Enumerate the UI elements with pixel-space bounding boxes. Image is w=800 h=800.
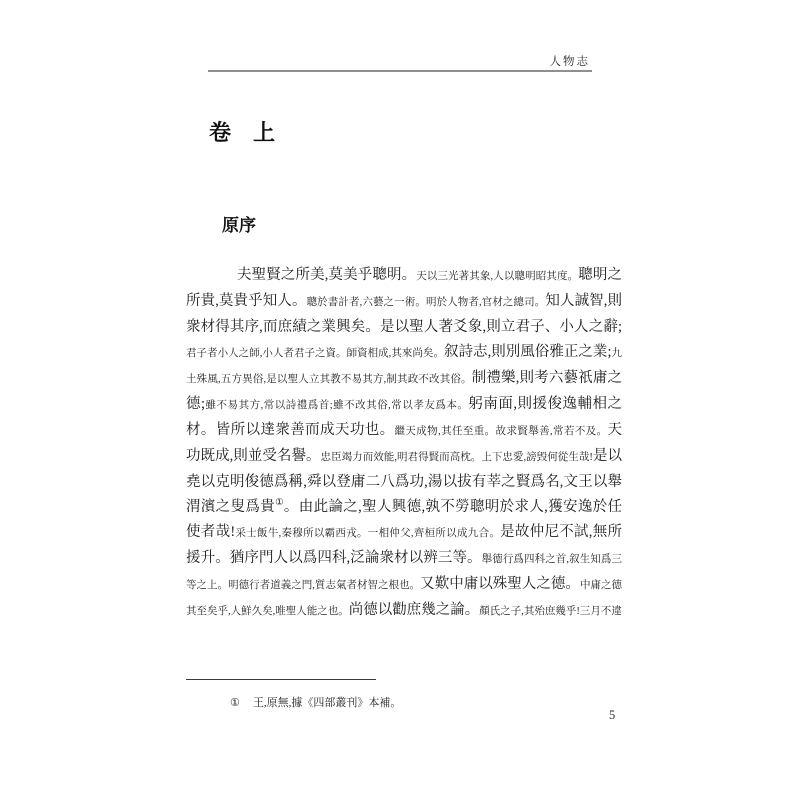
main-text-run: 尚德以勸庶幾之論。 (348, 602, 480, 618)
main-text-run: 夫聖賢之所美,莫美乎聰明。 (237, 267, 417, 283)
running-head-title: 人物志 (549, 56, 590, 68)
footnote-text: 王,原無,據《四部叢刊》本補。 (252, 697, 402, 709)
commentary-run: 中庸之德其至矣乎,人鮮久矣,唯聖人能之也。 (186, 580, 623, 617)
main-text-run: 叙詩志,則別風俗雅正之業; (443, 344, 612, 360)
footnote-ref: ① (275, 498, 284, 509)
commentary-run: 天以三光著其象,人以聰明昭其度。 (416, 271, 579, 282)
commentary-run: 忠臣竭力而效能,明君得賢而高枕。上下忠愛,謗毁何從生哉! (320, 452, 593, 463)
volume-title: 卷 上 (209, 120, 276, 145)
commentary-run: 舉德行爲四科之首,叙生知爲三等之上。明德行者道義之門,質志氣者材智之根也。 (186, 554, 623, 591)
main-text-run: 躬南面,則援俊逸輔相之材。皆所以達衆善而成天功也。 (186, 396, 623, 438)
footnote-marker: ① (230, 697, 240, 709)
commentary-run: 采士飯牛,秦穆所以霸西戎。一相仲父,齊桓所以成九合。 (235, 528, 501, 539)
body-paragraph (186, 263, 622, 624)
commentary-run: 君子者小人之師,小人者君子之資。師資相成,其來尚矣。 (186, 348, 444, 359)
commentary-run: 繼天成物,其任至重。故求賢舉善,常若不及。 (394, 426, 608, 437)
main-text-run: 是以堯以克明俊德爲稱,舜以登庸二八爲功,湯以拔有莘之賢爲名,文王以舉渭濱之叟爲貴 (186, 448, 623, 515)
section-title: 原序 (222, 216, 256, 235)
main-text-run: 天功既成,則並受名譽。 (186, 422, 622, 464)
header-rule (208, 70, 592, 72)
footnote-rule (186, 679, 376, 680)
commentary-run: 雖不易其方,常以詩禮爲首;雖不改其俗,常以孝友爲本。 (205, 400, 469, 411)
main-text-run: 。由此論之,聖人興德,孰不勞聰明於求人,獲安逸於任使者哉! (186, 499, 622, 540)
main-text-run: 聰明之所貴,莫貴乎知人。 (186, 267, 623, 309)
commentary-run: 九土殊風,五方異俗,是以聖人立其教不易其方,制其政不改其俗。 (186, 348, 623, 385)
main-text-run: 知人誠智,則衆材得其序,而庶績之業興矣。是以聖人著爻象,則立君子、小人之辭; (186, 293, 623, 335)
commentary-run: 聰於書計者,六藝之一術。明於人物者,官材之總司。 (306, 297, 546, 308)
main-text-run: 是故仲尼不試,無所援升。猶序門人以爲四科,泛論衆材以辨三等。 (186, 524, 623, 566)
main-text-run: 制禮樂,則考六藝祇庸之德; (186, 370, 623, 412)
footnote (230, 694, 401, 710)
commentary-run: 顏氏之子,其殆庶幾乎!三月不違 (479, 606, 622, 617)
page-number: 5 (609, 708, 616, 722)
main-text-run: 又歎中庸以殊聖人之德。 (420, 576, 580, 592)
